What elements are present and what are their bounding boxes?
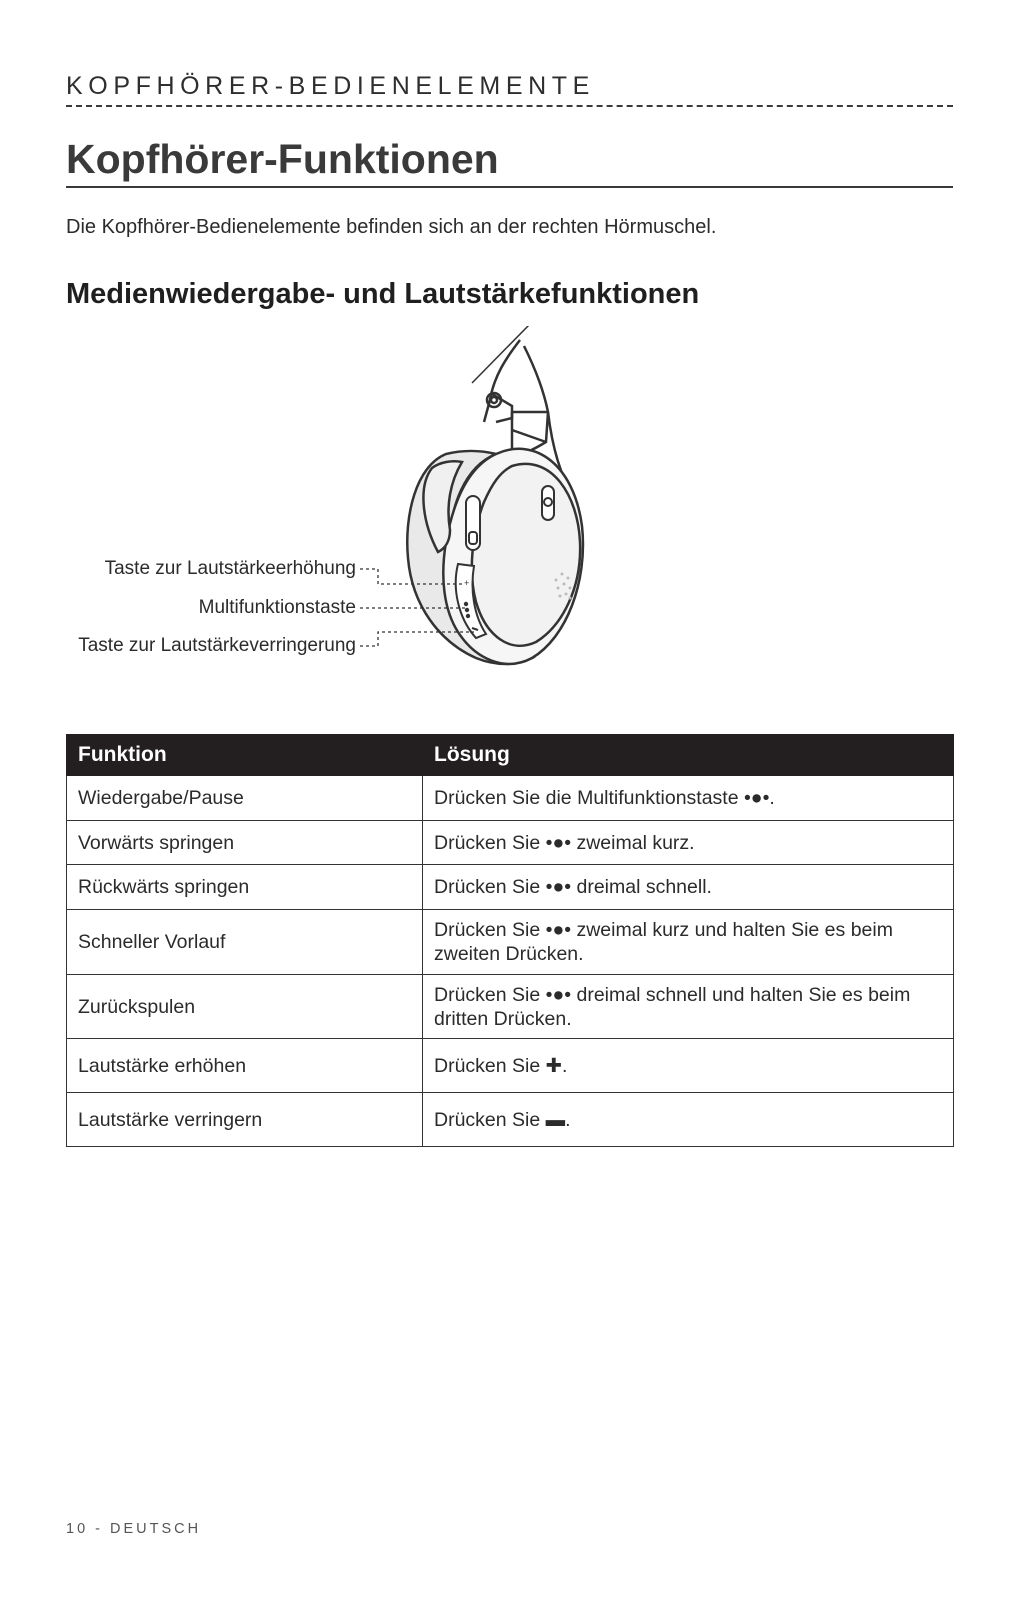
solution-cell: Drücken Sie •●• dreimal schnell und halten Sie es beim dritten Drücken. — [423, 975, 954, 1039]
section-header: KOPFHÖRER-BEDIENELEMENTE — [66, 72, 595, 100]
headphone-figure — [66, 326, 953, 696]
section-subheading: Medienwiedergabe- und Lautstärkefunktionen — [66, 278, 700, 310]
table-row — [67, 865, 954, 910]
table-row — [67, 821, 954, 865]
page-footer: 10 - DEUTSCH — [66, 1521, 202, 1537]
column-header-solution: Lösung — [423, 735, 954, 776]
earcup-icon — [407, 449, 583, 664]
callout-volume-down: Taste zur Lautstärkeverringerung — [78, 635, 356, 656]
callout-volume-up: Taste zur Lautstärkeerhöhung — [104, 558, 356, 579]
function-cell: Rückwärts springen — [67, 865, 423, 910]
solution-cell: Drücken Sie ▬. — [423, 1093, 954, 1147]
table-row — [67, 975, 954, 1039]
solution-cell: Drücken Sie •●• zweimal kurz. — [423, 821, 954, 865]
function-cell: Zurückspulen — [67, 975, 423, 1039]
table-row — [67, 910, 954, 975]
table-row — [67, 1093, 954, 1147]
page-title: Kopfhörer-Funktionen — [66, 136, 499, 182]
dashed-divider — [66, 105, 953, 107]
table-header-row — [67, 735, 954, 776]
function-cell: Wiedergabe/Pause — [67, 776, 423, 821]
solution-cell: Drücken Sie •●• zweimal kurz und halten Sie es beim zweiten Drücken. — [423, 910, 954, 975]
table-row — [67, 1039, 954, 1093]
function-cell: Lautstärke verringern — [67, 1093, 423, 1147]
table-row — [67, 776, 954, 821]
function-cell: Vorwärts springen — [67, 821, 423, 865]
power-switch-icon — [542, 486, 554, 520]
title-divider — [66, 186, 953, 188]
solution-cell: Drücken Sie ✚. — [423, 1039, 954, 1093]
functions-table — [66, 734, 954, 1147]
solution-cell: Drücken Sie die Multifunktionstaste •●•. — [423, 776, 954, 821]
intro-text: Die Kopfhörer-Bedienelemente befinden sich an der rechten Hörmuschel. — [66, 216, 717, 238]
callout-multifunction: Multifunktionstaste — [198, 597, 356, 618]
column-header-function: Funktion — [67, 735, 423, 776]
function-cell: Lautstärke erhöhen — [67, 1039, 423, 1093]
solution-cell: Drücken Sie •●• dreimal schnell. — [423, 865, 954, 910]
function-cell: Schneller Vorlauf — [67, 910, 423, 975]
svg-text:+: + — [464, 578, 470, 588]
